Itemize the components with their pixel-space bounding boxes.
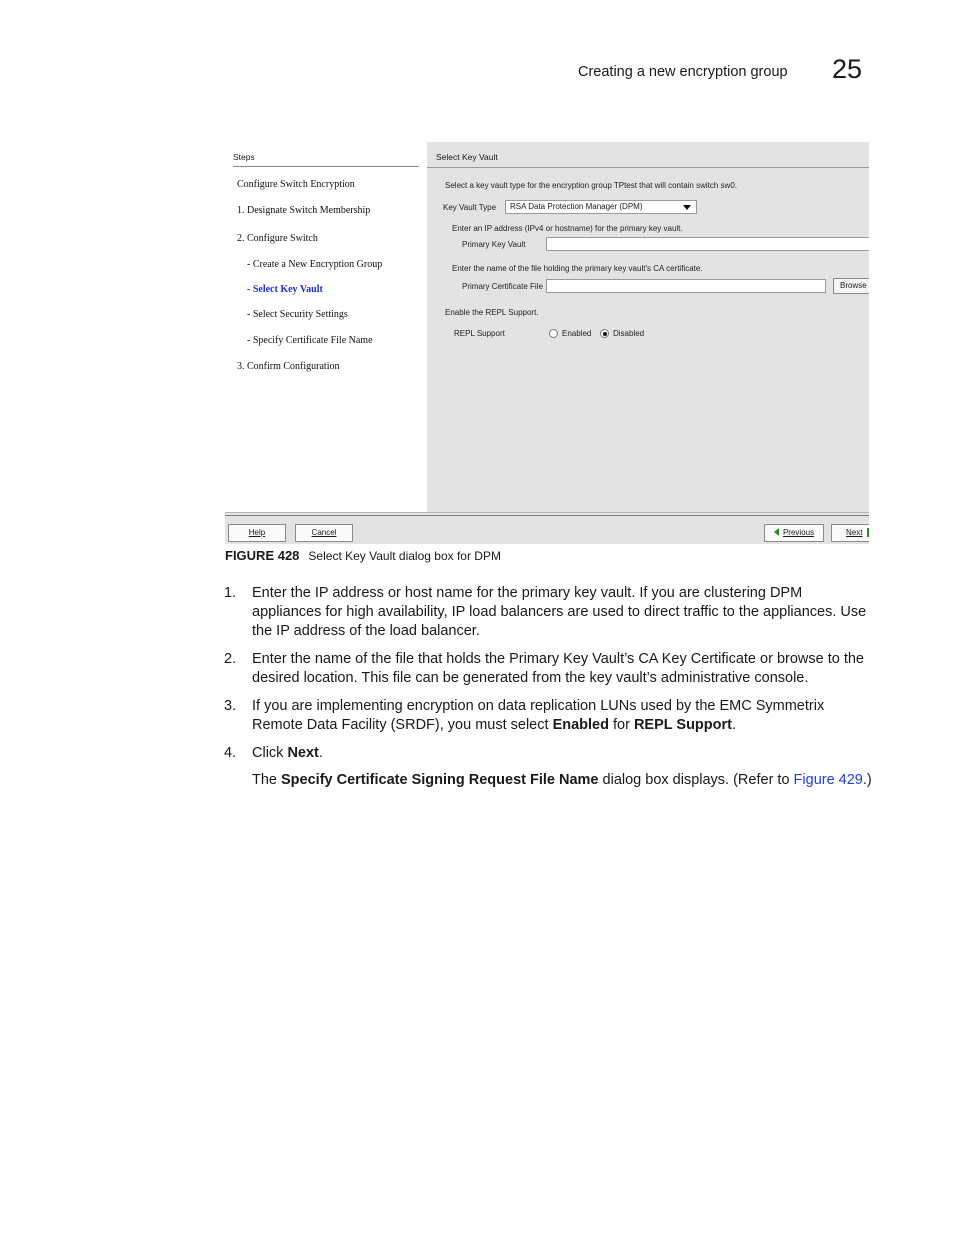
intro-text: Select a key vault type for the encryption group TPtest that will contain switch sw0. [445, 181, 737, 190]
figure-caption [225, 548, 501, 563]
result-note [252, 771, 872, 790]
repl-support-label: REPL Support [454, 329, 505, 338]
list-text: Enter the name of the file that holds the Primary Key Vault’s CA Key Certificate or browse to the desired location. This file can be generated from the key vault’s administrative console. [252, 651, 864, 686]
key-vault-type-select[interactable] [505, 200, 697, 214]
bold-term-enabled: Enabled [552, 717, 609, 733]
step-select-security-settings[interactable]: - Select Security Settings [247, 309, 348, 320]
list-text: . [731, 717, 736, 733]
list-number: 1. [224, 585, 237, 601]
browse-button[interactable]: Browse [833, 278, 869, 294]
list-text: Click [252, 745, 288, 761]
key-vault-type-label: Key Vault Type [443, 203, 497, 212]
bold-term-repl-support: REPL Support [633, 717, 732, 733]
list-number: 2. [224, 651, 237, 667]
primary-key-vault-label: Primary Key Vault [462, 240, 526, 249]
list-number: 3. [224, 698, 237, 714]
list-number: 4. [224, 745, 237, 761]
divider [427, 167, 869, 168]
previous-label: Previous [782, 528, 815, 537]
arrow-right-icon [867, 528, 869, 537]
repl-enabled-label: Enabled [562, 329, 592, 338]
divider [225, 515, 869, 516]
content-pane [427, 142, 869, 512]
list-text: Enter the IP address or host name for the primary key vault. If you are clustering DPM appliances for high availability, IP load balancers are used to direct traffic to the appliances. Use the IP address of the load balancer. [252, 585, 867, 639]
list-text: . [318, 745, 323, 761]
primary-cert-input[interactable] [546, 279, 826, 293]
list-text: for [608, 717, 634, 733]
cert-instruction: Enter the name of the file holding the primary key vault's CA certificate. [452, 264, 703, 273]
chapter-number: 25 [832, 54, 863, 84]
step-create-encryption-group[interactable]: - Create a New Encryption Group [247, 259, 383, 270]
primary-key-vault-input[interactable] [546, 237, 869, 251]
previous-button[interactable] [764, 524, 824, 542]
next-button[interactable] [831, 524, 869, 542]
note-text: .) [862, 772, 872, 788]
help-button[interactable]: Help [228, 524, 286, 542]
step-confirm-configuration[interactable]: 3. Confirm Configuration [237, 361, 340, 372]
repl-disabled-label: Disabled [613, 329, 645, 338]
primary-cert-label: Primary Certificate File [462, 282, 543, 291]
bold-term-dialog-name: Specify Certificate Signing Request File Name [281, 772, 599, 788]
ip-instruction: Enter an IP address (IPv4 or hostname) for the primary key vault. [452, 224, 683, 233]
note-text: The [252, 772, 282, 788]
step-configure-switch[interactable]: 2. Configure Switch [237, 233, 318, 244]
step-designate-switch-membership[interactable]: 1. Designate Switch Membership [237, 205, 371, 216]
procedure-list [224, 584, 872, 772]
key-vault-type-value: RSA Data Protection Manager (DPM) [510, 202, 643, 211]
step-select-key-vault[interactable]: - Select Key Vault [247, 284, 323, 295]
list-item [224, 697, 872, 735]
list-text: If you are implementing encryption on data replication LUNs used by the EMC Symmetrix Remote Data Facility (SRDF), you must select [252, 698, 825, 733]
note-text: dialog box displays. (Refer to [598, 772, 794, 788]
list-item [224, 584, 872, 641]
repl-enabled-radio[interactable] [549, 329, 558, 338]
dialog-screenshot [225, 142, 869, 544]
bold-term-next: Next [287, 745, 319, 761]
cancel-button[interactable]: Cancel [295, 524, 353, 542]
list-item [224, 744, 872, 763]
figure-caption-text: Select Key Vault dialog box for DPM [308, 549, 501, 563]
chevron-down-icon [683, 205, 691, 210]
figure-429-link[interactable]: Figure 429 [793, 772, 863, 788]
list-item [224, 650, 872, 688]
running-head-title: Creating a new encryption group [578, 64, 788, 80]
figure-label: FIGURE 428 [225, 548, 300, 563]
repl-instruction: Enable the REPL Support. [445, 308, 539, 317]
steps-pane [225, 142, 427, 512]
step-configure-switch-encryption[interactable]: Configure Switch Encryption [237, 179, 355, 190]
arrow-left-icon [774, 528, 779, 536]
repl-disabled-radio[interactable] [600, 329, 609, 338]
panel-title: Select Key Vault [436, 152, 498, 162]
steps-title: Steps [233, 152, 255, 162]
divider [233, 166, 419, 167]
next-label: Next [846, 528, 863, 537]
step-specify-certificate-file-name[interactable]: - Specify Certificate File Name [247, 335, 373, 346]
button-bar [225, 512, 869, 544]
